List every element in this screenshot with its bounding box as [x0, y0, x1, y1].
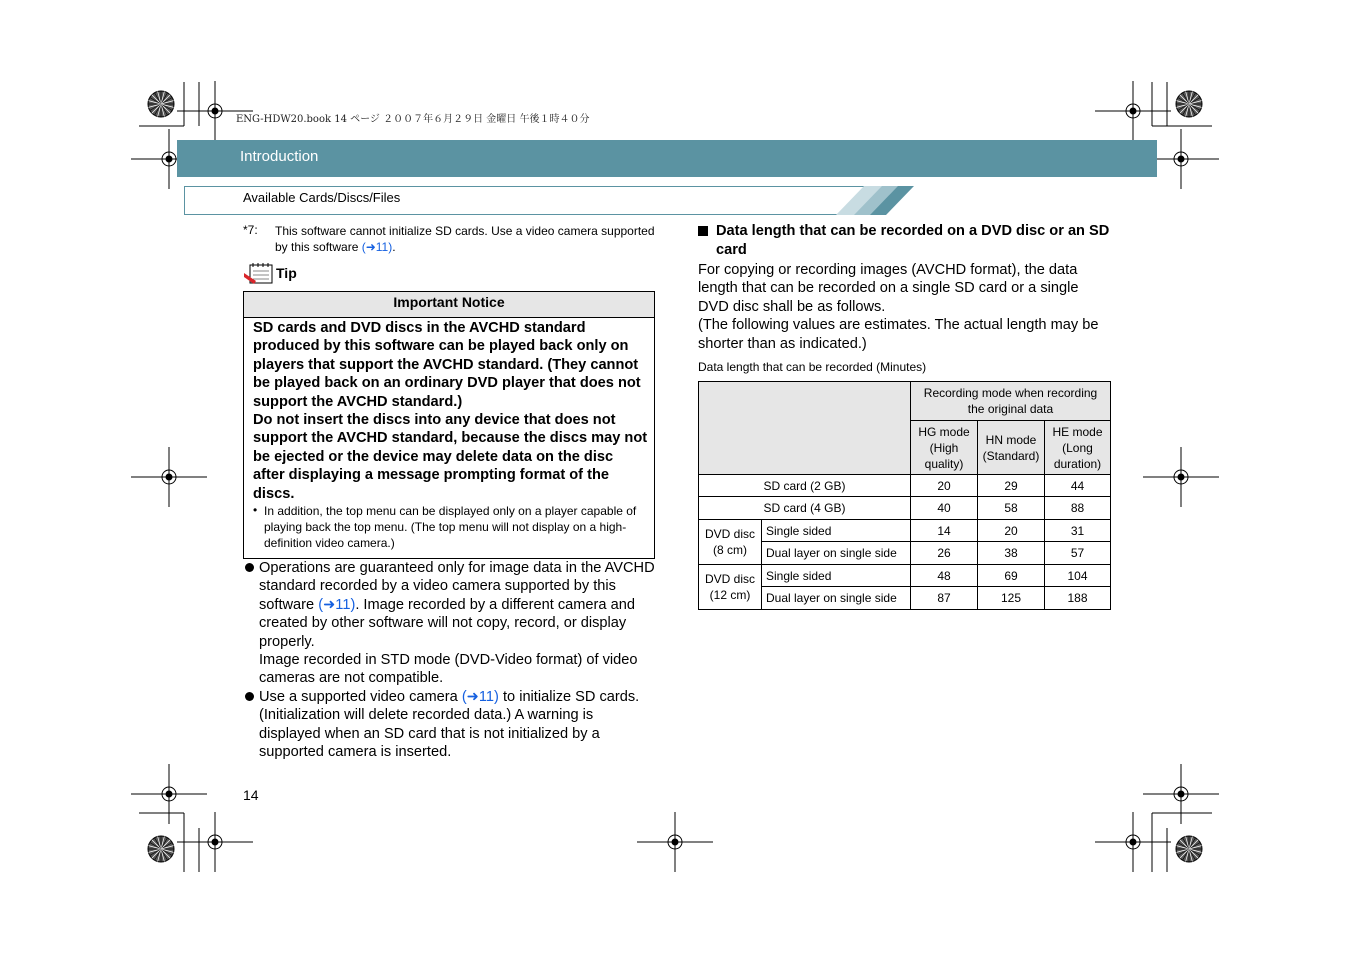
notice-paragraph: SD cards and DVD discs in the AVCHD standard produced by this software can be played back only on players that support the AVCHD standard. (They cannot be played back on an ordinary DVD player that does not support the AVCHD standard.) [253, 320, 641, 410]
table-cell: 40 [911, 497, 978, 520]
table-row [699, 520, 1111, 542]
table-cell: 20 [911, 475, 978, 497]
row-group-label: DVD disc (8 cm) [699, 520, 762, 565]
crosshair-mark [1143, 764, 1219, 824]
table-caption: Data length that can be recorded (Minutes) [698, 360, 927, 374]
table-cell: 188 [1045, 587, 1111, 610]
table-row [699, 565, 1111, 587]
table-row [699, 497, 1111, 520]
section-paragraph: For copying or recording images (AVCHD format), the data length that can be recorded on a single SD card or a single DVD disc shall be as follows. (The following values are estimates. The actual length may be shorter than as indicated.) [698, 262, 1099, 352]
page-link[interactable]: (➜11) [361, 240, 393, 254]
crosshair-mark [637, 812, 713, 872]
table-cell: 57 [1045, 542, 1111, 565]
table-cell: 58 [978, 497, 1045, 520]
table-cell: 14 [911, 520, 978, 542]
table-cell: 125 [978, 587, 1045, 610]
row-label: Dual layer on single side [762, 542, 911, 565]
register-star-mark [148, 836, 174, 862]
row-label: Dual layer on single side [762, 587, 911, 610]
table-col-header: HG mode (High quality) [911, 421, 978, 475]
table-cell: 48 [911, 565, 978, 587]
tip-label: Tip [276, 265, 297, 281]
table-group-header: Recording mode when recording the original data [911, 382, 1111, 421]
sub-header-title: Available Cards/Discs/Files [243, 190, 401, 205]
important-notice-box [243, 291, 655, 559]
row-label: SD card (2 GB) [699, 475, 911, 497]
bullet-dot [245, 563, 254, 572]
section-square-icon [698, 226, 708, 236]
table-cell: 31 [1045, 520, 1111, 542]
table-cell: 104 [1045, 565, 1111, 587]
bullet-mark: • [253, 503, 258, 517]
page-link[interactable]: (➜11) [318, 596, 356, 613]
page-link[interactable]: (➜11) [461, 689, 499, 705]
crosshair-mark [1095, 812, 1171, 872]
bullet-dot [245, 692, 254, 701]
footnote-number: *7: [243, 223, 258, 237]
table-cell: 88 [1045, 497, 1111, 520]
header-bar [177, 140, 1157, 177]
row-label: Single sided [762, 520, 911, 542]
table-cell: 87 [911, 587, 978, 610]
notice-text [253, 319, 648, 503]
notice-paragraph: Do not insert the discs into any device that does not support the AVCHD standard, because the discs may not be ejected or the device may delete data on the disc after displaying a message prompting format of the discs. [253, 412, 648, 502]
row-group-label: DVD disc (12 cm) [699, 565, 762, 610]
table-corner-cell [699, 382, 911, 475]
row-label: SD card (4 GB) [699, 497, 911, 520]
table-cell: 44 [1045, 475, 1111, 497]
stripe-decoration [836, 186, 916, 215]
bullet-text: Use a supported video camera (➜11) to initialize SD cards. (Initialization will delete recorded data.) A warning is displayed when an SD card that is not initialized by a supported camera is inserted. [259, 689, 640, 761]
crosshair-mark [131, 764, 207, 824]
table-cell: 29 [978, 475, 1045, 497]
page-number: 14 [243, 787, 259, 803]
table-col-header: HE mode (Long duration) [1045, 421, 1111, 475]
footnote-text: This software cannot initialize SD cards. Use a video camera supported by this software (➜11). [275, 224, 655, 254]
table-row [699, 475, 1111, 497]
section-heading: Data length that can be recorded on a DVD disc or an SD card [716, 223, 1110, 258]
table-col-header: HN mode (Standard) [978, 421, 1045, 475]
table-cell: 26 [911, 542, 978, 565]
register-star-mark [148, 91, 174, 117]
data-length-table [698, 381, 1111, 610]
table-cell: 69 [978, 565, 1045, 587]
table-cell: 20 [978, 520, 1045, 542]
crosshair-mark [1095, 81, 1171, 141]
print-info: ENG-HDW20.book 14 ページ ２００７年６月２９日 金曜日 午後１時４０分 [236, 114, 590, 125]
page-title: Introduction [240, 148, 319, 165]
notepad-icon [244, 263, 274, 285]
register-star-mark [1176, 91, 1202, 117]
notice-bullet-text: In addition, the top menu can be displayed only on a player capable of playing back the top menu. (The top menu will not display on a high-definition video camera.) [264, 504, 637, 550]
register-star-mark [1176, 836, 1202, 862]
crosshair-mark [131, 447, 207, 507]
bullet-text: Operations are guaranteed only for image data in the AVCHD standard recorded by a video camera supported by this software (➜11). Image recorded by a different camera and created by other software will not copy, record, or display properly. Image recorded in STD mode (DVD-Video format) of video cameras are not compatible. [259, 560, 655, 687]
notice-title: Important Notice [244, 292, 654, 318]
crosshair-mark [177, 812, 253, 872]
table-cell: 38 [978, 542, 1045, 565]
row-label: Single sided [762, 565, 911, 587]
crosshair-mark [1143, 447, 1219, 507]
